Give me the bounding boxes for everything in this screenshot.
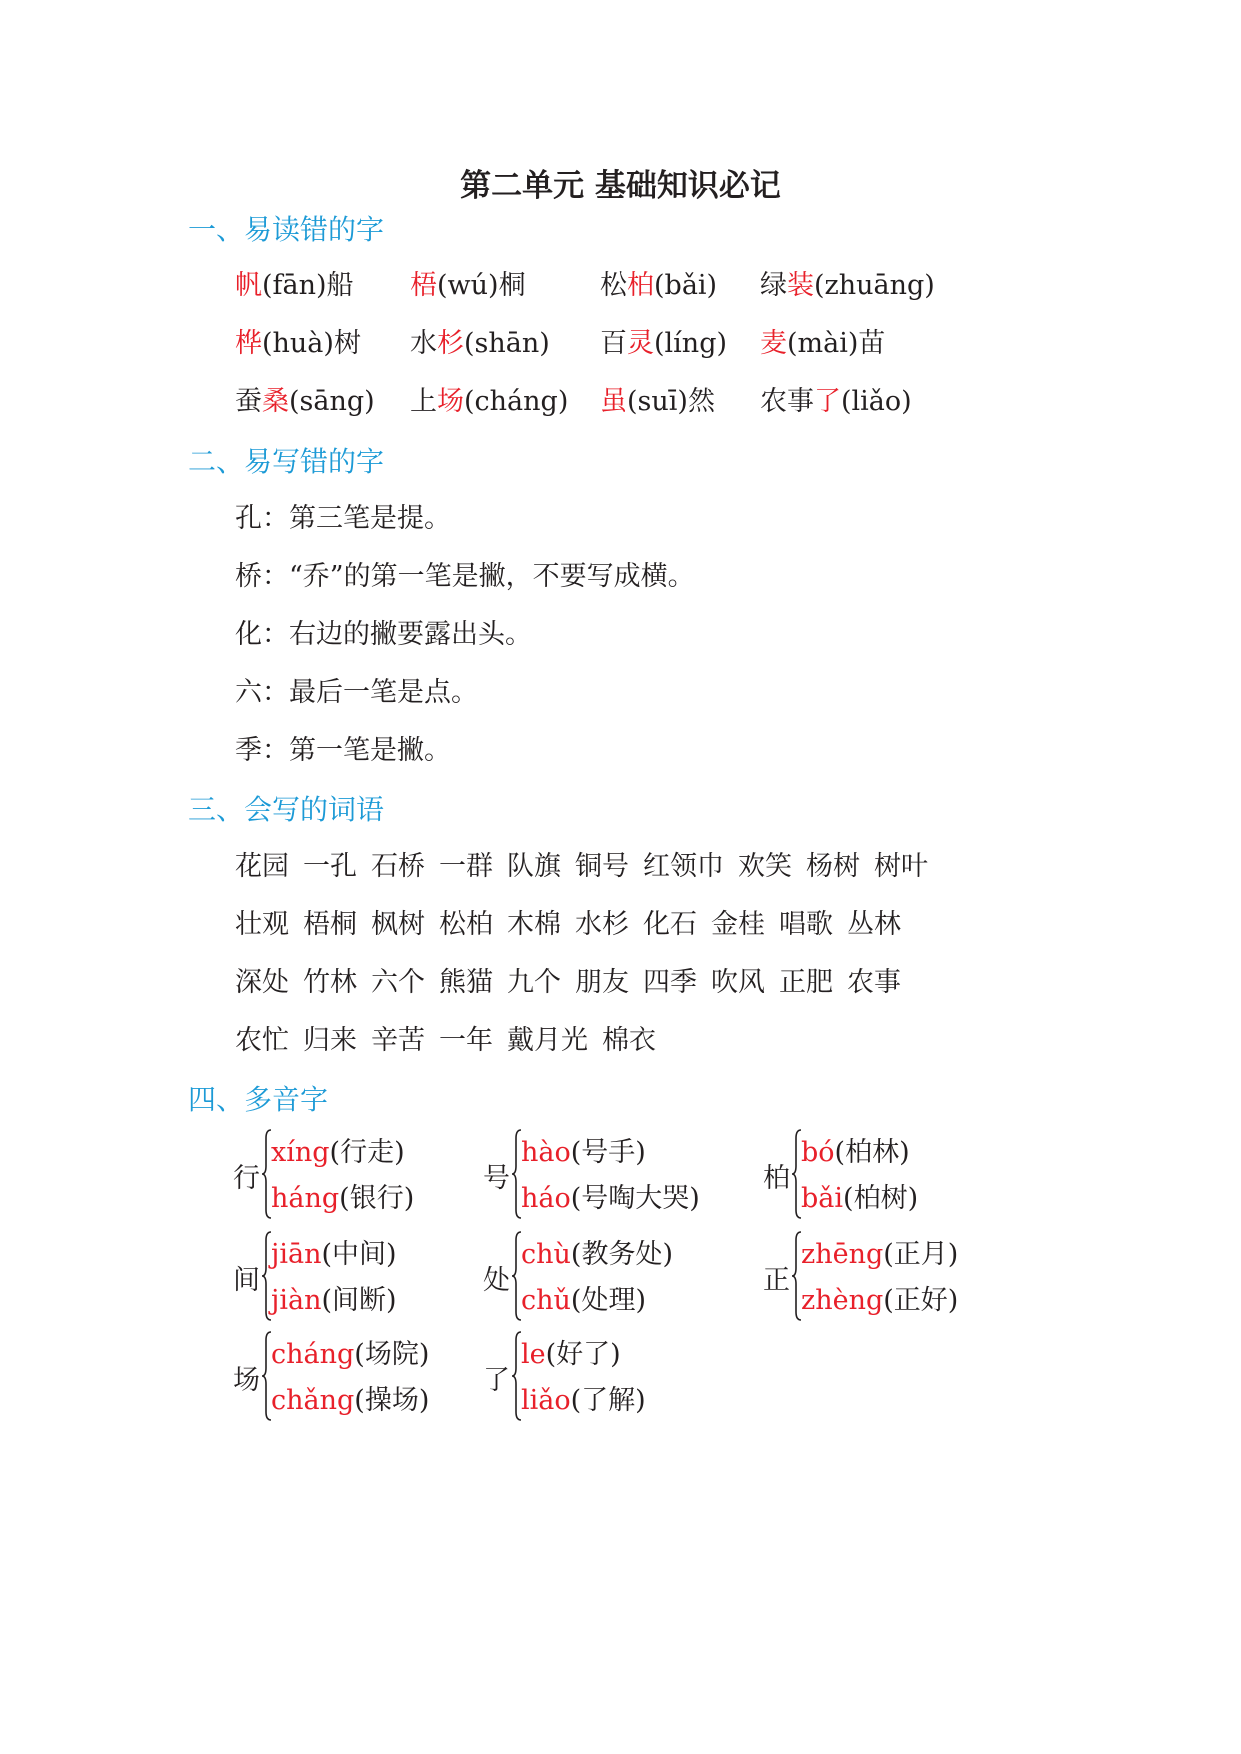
word-row bbox=[235, 844, 942, 883]
writing-note: 六：最后一笔是点。 bbox=[235, 677, 478, 708]
pinyin-suffix: (sāng) bbox=[289, 386, 375, 417]
reading bbox=[271, 1232, 397, 1271]
polyphone-char: 场 bbox=[233, 1365, 260, 1396]
word: 梧桐 bbox=[303, 909, 357, 940]
pinyin-suffix: (huà)树 bbox=[262, 328, 361, 359]
word: 一群 bbox=[439, 851, 493, 882]
word: 杨树 bbox=[806, 851, 860, 882]
char-entry bbox=[410, 379, 568, 418]
polyphone-char: 正 bbox=[763, 1265, 790, 1296]
word: 九个 bbox=[507, 967, 561, 998]
polyphone-char: 了 bbox=[483, 1365, 510, 1396]
reading bbox=[271, 1332, 429, 1371]
pinyin-suffix: (fān)船 bbox=[262, 270, 354, 301]
char-prefix: 松 bbox=[600, 270, 627, 301]
example-word: (操场) bbox=[354, 1385, 430, 1416]
reading bbox=[521, 1278, 646, 1317]
char-prefix: 百 bbox=[600, 328, 627, 359]
reading bbox=[271, 1130, 405, 1169]
reading bbox=[801, 1130, 910, 1169]
highlight-char: 装 bbox=[787, 270, 814, 301]
highlight-char: 虽 bbox=[600, 386, 627, 417]
char-entry bbox=[235, 263, 354, 302]
example-word: (正好) bbox=[883, 1285, 959, 1316]
pinyin: bǎi bbox=[801, 1183, 844, 1214]
word: 树叶 bbox=[874, 851, 928, 882]
word: 水杉 bbox=[575, 909, 629, 940]
polyphone-entry bbox=[483, 1228, 723, 1324]
polyphone-entry bbox=[763, 1126, 1003, 1222]
polyphone-entry bbox=[483, 1126, 723, 1222]
polyphone-entry bbox=[233, 1328, 473, 1424]
word: 丛林 bbox=[847, 909, 901, 940]
word: 红领巾 bbox=[643, 851, 724, 882]
word: 六个 bbox=[371, 967, 425, 998]
pinyin-suffix: (bǎi) bbox=[654, 270, 718, 301]
pinyin: zhèng bbox=[801, 1285, 884, 1316]
word: 深处 bbox=[235, 967, 289, 998]
char-entry bbox=[600, 321, 727, 360]
word: 戴月光 bbox=[507, 1025, 588, 1056]
char-entry bbox=[760, 321, 885, 360]
example-word: (场院) bbox=[354, 1339, 430, 1370]
char-entry bbox=[235, 321, 361, 360]
example-word: (柏林) bbox=[834, 1137, 910, 1168]
highlight-char: 柏 bbox=[627, 270, 654, 301]
word: 正肥 bbox=[779, 967, 833, 998]
pinyin: liǎo bbox=[521, 1385, 571, 1416]
reading bbox=[521, 1232, 673, 1271]
reading bbox=[271, 1378, 429, 1417]
pinyin: chù bbox=[521, 1239, 571, 1270]
example-word: (号啕大哭) bbox=[570, 1183, 700, 1214]
polyphone-entry bbox=[233, 1126, 473, 1222]
example-word: (银行) bbox=[339, 1183, 415, 1214]
polyphone-entry bbox=[763, 1228, 1003, 1324]
pinyin-suffix: (shān) bbox=[464, 328, 550, 359]
word: 归来 bbox=[303, 1025, 357, 1056]
word: 熊猫 bbox=[439, 967, 493, 998]
pinyin-suffix: (mài)苗 bbox=[787, 328, 886, 359]
polyphone-char: 号 bbox=[483, 1163, 510, 1194]
pinyin: chǎng bbox=[271, 1385, 355, 1416]
pinyin-suffix: (liǎo) bbox=[841, 386, 912, 417]
word-row bbox=[235, 902, 915, 941]
word: 一年 bbox=[439, 1025, 493, 1056]
example-word: (行走) bbox=[329, 1137, 405, 1168]
char-entry bbox=[760, 263, 935, 302]
word: 棉衣 bbox=[602, 1025, 656, 1056]
word: 朋友 bbox=[575, 967, 629, 998]
section-heading-2: 二、易写错的字 bbox=[188, 445, 385, 478]
highlight-char: 麦 bbox=[760, 328, 787, 359]
highlight-char: 帆 bbox=[235, 270, 262, 301]
pinyin: le bbox=[521, 1339, 546, 1370]
char-entry bbox=[600, 263, 717, 302]
word: 队旗 bbox=[507, 851, 561, 882]
polyphone-char: 行 bbox=[233, 1163, 260, 1194]
word: 农事 bbox=[847, 967, 901, 998]
example-word: (间断) bbox=[321, 1285, 397, 1316]
word: 金桂 bbox=[711, 909, 765, 940]
word: 吹风 bbox=[711, 967, 765, 998]
writing-note: 桥：“乔”的第一笔是撇，不要写成横。 bbox=[235, 561, 695, 592]
pinyin-suffix: (suī)然 bbox=[627, 386, 715, 417]
reading bbox=[521, 1176, 700, 1215]
writing-note: 化：右边的撇要露出头。 bbox=[235, 619, 532, 650]
pinyin: bó bbox=[801, 1137, 835, 1168]
highlight-char: 灵 bbox=[627, 328, 654, 359]
word: 花园 bbox=[235, 851, 289, 882]
char-prefix: 水 bbox=[410, 328, 437, 359]
highlight-char: 了 bbox=[814, 386, 841, 417]
reading bbox=[801, 1176, 918, 1215]
char-entry bbox=[600, 379, 715, 418]
word: 石桥 bbox=[371, 851, 425, 882]
char-entry bbox=[235, 379, 375, 418]
reading bbox=[521, 1332, 621, 1371]
polyphone-entry bbox=[233, 1228, 473, 1324]
highlight-char: 梧 bbox=[410, 270, 437, 301]
example-word: (号手) bbox=[570, 1137, 646, 1168]
char-entry bbox=[410, 321, 550, 360]
writing-note: 孔：第三笔是提。 bbox=[235, 503, 451, 534]
pinyin: zhēng bbox=[801, 1239, 884, 1270]
highlight-char: 场 bbox=[437, 386, 464, 417]
pinyin: cháng bbox=[271, 1339, 355, 1370]
example-word: (中间) bbox=[321, 1239, 397, 1270]
word: 欢笑 bbox=[738, 851, 792, 882]
pinyin-suffix: (wú)桐 bbox=[437, 270, 526, 301]
reading bbox=[521, 1130, 646, 1169]
section-heading-1: 一、易读错的字 bbox=[188, 213, 385, 246]
word: 松柏 bbox=[439, 909, 493, 940]
example-word: (正月) bbox=[883, 1239, 959, 1270]
pinyin: xíng bbox=[271, 1137, 330, 1168]
word: 辛苦 bbox=[371, 1025, 425, 1056]
example-word: (了解) bbox=[570, 1385, 646, 1416]
word: 木棉 bbox=[507, 909, 561, 940]
pinyin: chǔ bbox=[521, 1285, 571, 1316]
char-prefix: 农事 bbox=[760, 386, 814, 417]
writing-note: 季：第一笔是撇。 bbox=[235, 735, 451, 766]
word: 四季 bbox=[643, 967, 697, 998]
polyphone-entry bbox=[483, 1328, 723, 1424]
highlight-char: 杉 bbox=[437, 328, 464, 359]
pinyin-suffix: (cháng) bbox=[464, 386, 569, 417]
pinyin: jiān bbox=[271, 1239, 322, 1270]
char-entry bbox=[410, 263, 526, 302]
polyphone-char: 处 bbox=[483, 1265, 510, 1296]
polyphone-char: 柏 bbox=[763, 1163, 790, 1194]
word: 枫树 bbox=[371, 909, 425, 940]
pinyin: háo bbox=[521, 1183, 571, 1214]
word: 竹林 bbox=[303, 967, 357, 998]
pinyin: jiàn bbox=[271, 1285, 322, 1316]
reading bbox=[801, 1232, 958, 1271]
section-heading-4: 四、多音字 bbox=[188, 1083, 329, 1116]
word: 唱歌 bbox=[779, 909, 833, 940]
word: 化石 bbox=[643, 909, 697, 940]
char-prefix: 上 bbox=[410, 386, 437, 417]
polyphone-char: 间 bbox=[233, 1265, 260, 1296]
char-prefix: 蚕 bbox=[235, 386, 262, 417]
word: 农忙 bbox=[235, 1025, 289, 1056]
word: 一孔 bbox=[303, 851, 357, 882]
example-word: (教务处) bbox=[570, 1239, 673, 1270]
highlight-char: 桦 bbox=[235, 328, 262, 359]
reading bbox=[801, 1278, 958, 1317]
section-heading-3: 三、会写的词语 bbox=[188, 793, 385, 826]
word-row bbox=[235, 1018, 670, 1057]
word: 铜号 bbox=[575, 851, 629, 882]
pinyin-suffix: (zhuāng) bbox=[814, 270, 935, 301]
pinyin: hào bbox=[521, 1137, 571, 1168]
example-word: (处理) bbox=[570, 1285, 646, 1316]
page-title: 第二单元 基础知识必记 bbox=[460, 168, 781, 204]
example-word: (好了) bbox=[545, 1339, 621, 1370]
word-row bbox=[235, 960, 915, 999]
char-prefix: 绿 bbox=[760, 270, 787, 301]
highlight-char: 桑 bbox=[262, 386, 289, 417]
example-word: (柏树) bbox=[843, 1183, 919, 1214]
word: 壮观 bbox=[235, 909, 289, 940]
char-entry bbox=[760, 379, 912, 418]
pinyin: háng bbox=[271, 1183, 340, 1214]
pinyin-suffix: (líng) bbox=[654, 328, 728, 359]
reading bbox=[521, 1378, 646, 1417]
reading bbox=[271, 1278, 397, 1317]
reading bbox=[271, 1176, 414, 1215]
